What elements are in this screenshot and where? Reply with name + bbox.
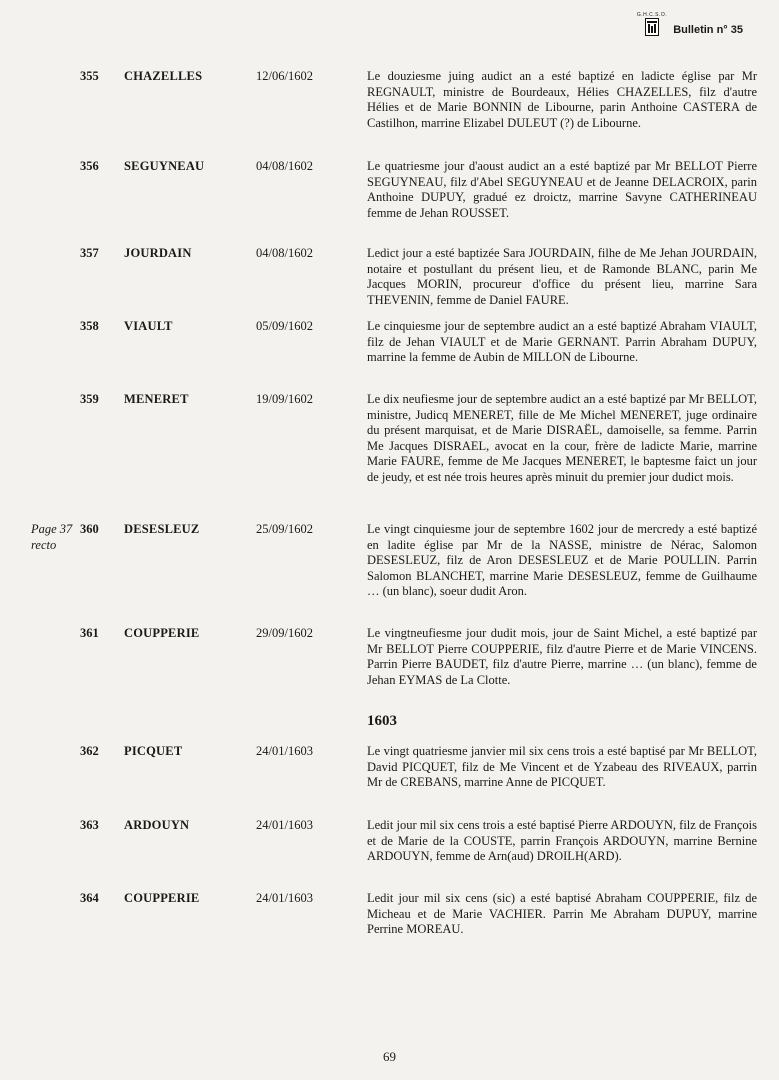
entry-surname: ARDOUYN bbox=[124, 818, 190, 832]
entry-number: 361 bbox=[80, 626, 99, 640]
entry-text: Le quatriesme jour d'aoust audict an a esté baptizé par Mr BELLOT Pierre SEGUYNEAU, filz d'Abel SEGUYNEAU et de Jeanne DELACROIX, parin Anthoine DUPUY, gradué ez droictz, marrine Savyne CATHERINEAU femme de Jehan ROUSSET. bbox=[367, 159, 757, 220]
entry-text: Ledit jour mil six cens (sic) a esté baptisé Abraham COUPPERIE, filz de Micheau et de Marie VACHIER. Parrin Me Abraham DUPUY, marrine Perrine MOREAU. bbox=[367, 891, 757, 937]
entry-date: 29/09/1602 bbox=[256, 626, 313, 640]
entry-number: 358 bbox=[80, 319, 99, 333]
entry-surname: VIAULT bbox=[124, 319, 173, 333]
entry-date: 24/01/1603 bbox=[256, 744, 313, 758]
entry-text: Le cinquiesme jour de septembre audict an a esté baptizé Abraham VIAULT, filz de Jehan VIAULT et de Marie GERNANT. Parrin Abraham DUPUY, marrine la femme de Aubin de MILLON de Libourne. bbox=[367, 319, 757, 365]
year-heading: 1603 bbox=[367, 713, 397, 729]
entry-text: Ledit jour mil six cens trois a esté baptisé Pierre ARDOUYN, filz de François et de Marie de la COUSTE, parrin François ARDOUYN, marrine Bernine ARDOUYN, femme de Arn(aud) DROILH(ARD). bbox=[367, 818, 757, 864]
entry-date: 04/08/1602 bbox=[256, 159, 313, 173]
page-number: 69 bbox=[383, 1049, 396, 1064]
entry-surname: MENERET bbox=[124, 392, 189, 406]
entry-number: 359 bbox=[80, 392, 99, 406]
entry-surname: COUPPERIE bbox=[124, 891, 200, 905]
entry-surname: DESESLEUZ bbox=[124, 522, 200, 536]
entry-surname: CHAZELLES bbox=[124, 69, 203, 83]
entry-text: Le vingt quatriesme janvier mil six cens trois a esté baptisé par Mr BELLOT, David PICQUET, filz de Me Vincent et de Yzabeau des RIVEAUX, parrin Mr de CREBANS, marrine Anne de PICQUET. bbox=[367, 744, 757, 790]
entry-text: Le dix neufiesme jour de septembre audict an a esté baptizé par Mr BELLOT, ministre, Judicq MENERET, fille de Me Michel MENERET, juge ordinaire du présent marquisat, et de Marie DISRAËL, damoiselle, sa femme. Parrin Me Jacques DISRAEL, avocat en la cour, frère de ladicte Marie, marrine Marie FAURE, femme de Me Jacques MENERET, le baptesme faict un jour de jeudy, et est née trois heures après minuit du premier jour dudict mois. bbox=[367, 392, 757, 484]
entry-number: 360 bbox=[80, 522, 99, 536]
entry-date: 12/06/1602 bbox=[256, 69, 313, 83]
entry-date: 25/09/1602 bbox=[256, 522, 313, 536]
entry-date: 05/09/1602 bbox=[256, 319, 313, 333]
entry-surname: PICQUET bbox=[124, 744, 183, 758]
entry-text: Le douziesme juing audict an a esté baptizé en ladicte église par Mr REGNAULT, ministre de Bourdeaux, Hélies CHAZELLES, filz d'autre Hélies et de Marie BONNIN de Libourne, parin Anthoine CASTERA de Castilhon, marrine Elizabel DULEUT (?) de Libourne. bbox=[367, 69, 757, 130]
entry-date: 04/08/1602 bbox=[256, 246, 313, 260]
entry-surname: SEGUYNEAU bbox=[124, 159, 205, 173]
entry-number: 362 bbox=[80, 744, 99, 758]
entry-surname: JOURDAIN bbox=[124, 246, 192, 260]
entry-number: 357 bbox=[80, 246, 99, 260]
entry-number: 364 bbox=[80, 891, 99, 905]
logo-icon bbox=[645, 18, 659, 36]
entry-date: 24/01/1603 bbox=[256, 891, 313, 905]
entry-date: 19/09/1602 bbox=[256, 392, 313, 406]
entry-surname: COUPPERIE bbox=[124, 626, 200, 640]
entry-number: 355 bbox=[80, 69, 99, 83]
entry-number: 363 bbox=[80, 818, 99, 832]
folio-note: Page 37 recto bbox=[31, 522, 73, 552]
entry-number: 356 bbox=[80, 159, 99, 173]
entry-date: 24/01/1603 bbox=[256, 818, 313, 832]
entry-text: Ledict jour a esté baptizée Sara JOURDAIN, filhe de Me Jehan JOURDAIN, notaire et postullant du présent lieu, et de Ramonde BLANC, parin Me Jacques MORIN, procureur d'office du présent lieu, marrine Sara THEVENIN, femme de Daniel FAURE. bbox=[367, 246, 757, 307]
entry-text: Le vingt cinquiesme jour de septembre 1602 jour de mercredy a esté baptizé en ladite église par Mr de la NASSE, ministre de Nérac, Salomon DESESLEUZ, filz de Aron DESESLEUZ et de Marie POULLIN. Parrin Salomon BLANCHET, marrine Marie DESESLEUZ, femme de Guilhaume … (un blanc), soeur dudit Aron. bbox=[367, 522, 757, 599]
bulletin-number: Bulletin n° 35 bbox=[673, 24, 743, 36]
logo-text: G.H.C.S.O. bbox=[636, 12, 668, 18]
page-header bbox=[637, 12, 743, 36]
society-logo bbox=[637, 12, 667, 36]
entry-text: Le vingtneufiesme jour dudit mois, jour de Saint Michel, a esté baptizé par Mr BELLOT Pierre COUPPERIE, filz d'autre Pierre et de Marie VINCENS. Parrin Pierre BAUDET, filz d'autre Pierre, marrine … (un blanc), femme de Jehan EYMAS de La Clotte. bbox=[367, 626, 757, 687]
